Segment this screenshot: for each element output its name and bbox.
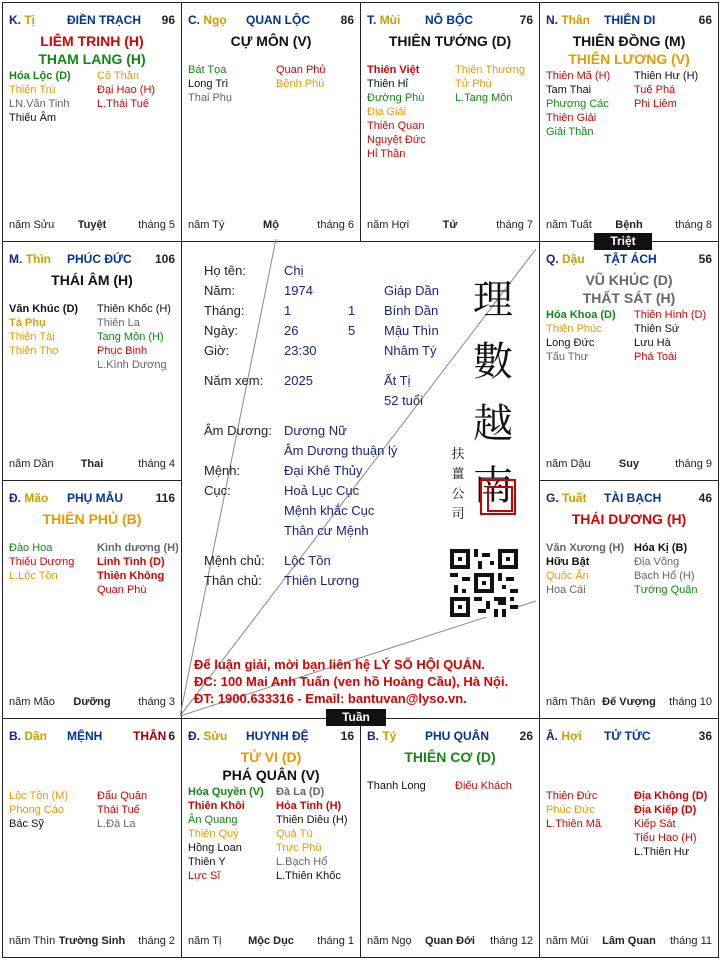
minor-star: Giải Thần xyxy=(546,126,594,138)
palace-footer xyxy=(546,696,712,710)
palace-mui xyxy=(360,2,540,242)
minor-stars-left xyxy=(9,541,109,583)
palace-footer xyxy=(9,458,175,472)
minor-star: Quan Phù xyxy=(97,584,147,596)
palace-name: ĐIỀN TRẠCH xyxy=(67,13,141,27)
minor-star: Tiểu Hao (H) xyxy=(634,832,697,844)
minor-star: Hóa Quyền (V) xyxy=(188,786,264,798)
palace-year: năm Hợi xyxy=(367,219,410,231)
palace-name: TỬ TỨC xyxy=(604,729,651,743)
minor-star: Thiên Trù xyxy=(9,84,56,96)
minor-star: Bạch Hổ (H) xyxy=(634,570,695,582)
palace-dau xyxy=(539,241,719,481)
minor-stars-right xyxy=(97,69,182,111)
major-star: THIÊN PHỦ (B) xyxy=(42,511,142,527)
minor-star: Hoa Cái xyxy=(546,584,586,596)
palace-name: NÔ BỘC xyxy=(425,13,473,27)
palace-number: 66 xyxy=(698,13,712,27)
minor-stars-right xyxy=(455,779,540,793)
minor-star: Hỏa Tinh (H) xyxy=(276,800,342,812)
day-lunar: 5 xyxy=(348,323,356,338)
minor-star: Long Đức xyxy=(546,337,595,349)
palace-name: MỆNH xyxy=(67,729,103,743)
palace-header xyxy=(188,13,354,29)
calligraphy-char: 理 xyxy=(473,277,513,323)
minor-star: Địa Võng xyxy=(634,556,680,568)
minor-stars-left xyxy=(367,779,467,793)
cuc-value-3: Thân cư Mệnh xyxy=(284,523,369,538)
palace-header xyxy=(546,13,712,29)
palace-header xyxy=(188,729,354,745)
major-star: VŨ KHÚC (D) xyxy=(585,272,673,288)
qr-code-icon xyxy=(450,549,518,617)
minor-star: Cô Thần xyxy=(97,70,139,82)
minor-stars-right xyxy=(276,63,361,91)
palace-year: năm Dần xyxy=(9,458,54,470)
minor-stars-right xyxy=(97,302,182,372)
menh-label: Mệnh: xyxy=(204,463,241,478)
minor-star: L.Thiên Hư xyxy=(634,846,690,858)
amduong-value-2: Âm Dương thuận lý xyxy=(284,443,398,458)
seal-small-text xyxy=(450,445,466,525)
minor-stars-left xyxy=(546,308,646,364)
palace-name: TÀI BẠCH xyxy=(604,491,662,505)
minor-star: Nguyệt Đức xyxy=(367,134,426,146)
palace-number: 76 xyxy=(519,13,533,27)
palace-location: Â. Hợi xyxy=(546,729,582,743)
cuc-value-2: Mệnh khắc Cục xyxy=(284,503,375,518)
palace-location: N. Thân xyxy=(546,13,591,27)
palace-stage: Lâm Quan xyxy=(602,935,656,947)
palace-footer xyxy=(188,935,354,949)
amduong-label: Âm Dương: xyxy=(204,423,272,438)
palace-name: PHỤ MẪU xyxy=(67,491,123,505)
minor-star: Linh Tinh (D) xyxy=(97,556,165,568)
minor-stars-right xyxy=(276,785,361,883)
minor-star: Văn Khúc (D) xyxy=(9,303,79,315)
minor-stars-right xyxy=(634,789,719,859)
palace-location: Đ. Sửu xyxy=(188,729,228,743)
minor-star: Phúc Đức xyxy=(546,804,595,816)
day-solar: 26 xyxy=(284,323,299,338)
calligraphy-char: 越 xyxy=(473,401,513,447)
minor-star: Đường Phù xyxy=(367,92,425,104)
minor-star: L.Lộc Tồn xyxy=(9,570,58,582)
minor-star: L.Thiên Khốc xyxy=(276,870,341,882)
hour-value: 23:30 xyxy=(284,343,317,358)
palace-year: năm Ngọ xyxy=(367,935,412,947)
minor-star: Văn Xương (H) xyxy=(546,542,625,554)
major-star: THẤT SÁT (H) xyxy=(582,290,676,306)
center-info xyxy=(180,239,536,716)
palace-number: 26 xyxy=(519,729,533,743)
calligraphy-char: 數 xyxy=(473,339,513,385)
minor-star: Phá Toái xyxy=(634,351,677,363)
palace-header xyxy=(367,13,533,29)
minor-star: L.Tang Môn xyxy=(455,92,513,104)
palace-name: THIÊN DI xyxy=(604,13,656,27)
minor-stars-left xyxy=(546,541,646,597)
palace-header xyxy=(546,729,712,745)
palace-location: T. Mùi xyxy=(367,13,401,27)
minor-star: Thiên Quan xyxy=(367,120,425,132)
palace-month: tháng 6 xyxy=(317,219,354,231)
minor-star: Địa Giải xyxy=(367,106,407,118)
palace-month: tháng 7 xyxy=(496,219,533,231)
minor-star: Phong Cáo xyxy=(9,804,65,816)
palace-year: năm Thìn xyxy=(9,935,56,947)
palace-stage: Dưỡng xyxy=(73,696,111,708)
palace-month: tháng 3 xyxy=(138,696,175,708)
minor-star: Đại Hao (H) xyxy=(97,84,156,96)
palace-year: năm Dậu xyxy=(546,458,591,470)
minor-stars-left xyxy=(188,785,288,883)
minor-star: Thiên Hư (H) xyxy=(634,70,699,82)
palace-month: tháng 8 xyxy=(675,219,712,231)
palace-ngo xyxy=(181,2,361,242)
palace-month: tháng 4 xyxy=(138,458,175,470)
minor-stars-left xyxy=(367,63,467,161)
minor-star: Hóa Lộc (D) xyxy=(9,70,71,82)
minor-star: Điếu Khách xyxy=(455,780,512,792)
palace-location: B. Dần xyxy=(9,729,48,743)
menhchu-label: Mệnh chủ: xyxy=(204,553,265,568)
palace-stage: Quan Đới xyxy=(425,935,475,947)
red-seal-icon xyxy=(480,479,516,515)
palace-name: QUAN LỘC xyxy=(246,13,310,27)
palace-month: tháng 5 xyxy=(138,219,175,231)
minor-star: Thai Phụ xyxy=(188,92,233,104)
palace-than_b xyxy=(539,2,719,242)
minor-star: Thiên Hình (D) xyxy=(634,309,707,321)
palace-suu xyxy=(181,718,361,958)
major-star: THIÊN TƯỚNG (D) xyxy=(388,33,512,49)
seal-char: 薑 xyxy=(451,467,465,482)
minor-star: Tuế Phá xyxy=(634,84,676,96)
minor-stars-right xyxy=(97,789,182,831)
minor-star: L.Đà La xyxy=(97,818,136,830)
minor-stars-left xyxy=(546,789,646,831)
amduong-value-1: Dương Nữ xyxy=(284,423,347,438)
minor-star: Thiên Y xyxy=(188,856,226,868)
palace-month: tháng 10 xyxy=(669,696,712,708)
minor-star: Thanh Long xyxy=(367,780,426,792)
month-canchi: Bính Dần xyxy=(384,303,439,318)
minor-star: Bệnh Phù xyxy=(276,78,325,90)
month-label: Tháng: xyxy=(204,303,245,318)
palace-dan xyxy=(2,718,182,958)
age-value: 52 tuổi xyxy=(384,393,424,408)
minor-star: Thiên Đức xyxy=(546,790,598,802)
palace-footer xyxy=(546,458,712,472)
minor-stars-right xyxy=(455,63,540,105)
palace-number: 36 xyxy=(698,729,712,743)
minor-stars-right xyxy=(634,69,719,111)
minor-star: Kình dương (H) xyxy=(97,542,179,554)
minor-stars-right xyxy=(634,541,719,597)
palace-footer xyxy=(546,935,712,949)
palace-name: PHÚC ĐỨC xyxy=(67,252,132,266)
palace-footer xyxy=(9,935,175,949)
minor-star: Trực Phù xyxy=(276,842,322,854)
minor-star: Tướng Quân xyxy=(634,584,698,596)
minor-stars-left xyxy=(9,789,109,831)
minor-stars-left xyxy=(9,302,109,358)
palace-header xyxy=(9,491,175,507)
palace-header xyxy=(9,13,175,29)
contact-line-2: ĐC: 100 Mai Anh Tuấn (ven hồ Hoàng Cầu), Hà Nội. xyxy=(194,674,509,689)
palace-year: năm Tý xyxy=(188,219,225,231)
palace-location: K. Tị xyxy=(9,13,36,27)
minor-star: Địa Kiếp (D) xyxy=(634,804,697,816)
minor-stars-left xyxy=(9,69,109,125)
palace-footer xyxy=(367,219,533,233)
minor-star: Thiên Việt xyxy=(367,64,420,76)
palace-thin xyxy=(2,241,182,481)
minor-star: Lực Sĩ xyxy=(188,870,221,882)
palace-footer xyxy=(546,219,712,233)
minor-star: Thiên Hỉ xyxy=(367,78,408,90)
palace-tuat xyxy=(539,480,719,719)
palace-stage: Đế Vượng xyxy=(602,696,656,708)
palace-header xyxy=(546,491,712,507)
palace-stage: Suy xyxy=(618,458,640,470)
minor-stars-right xyxy=(634,308,719,364)
minor-star: L.Kình Dương xyxy=(97,359,167,371)
major-star: THIÊN CƠ (D) xyxy=(404,749,496,765)
minor-star: Hóa Khoa (D) xyxy=(546,309,616,321)
palace-year: năm Mùi xyxy=(546,935,589,947)
palace-footer xyxy=(9,696,175,710)
palace-footer xyxy=(188,219,354,233)
minor-star: Đẩu Quân xyxy=(97,790,148,802)
major-star: TỬ VI (D) xyxy=(240,749,302,765)
minor-stars-left xyxy=(188,63,288,105)
minor-star: Thiên Quý xyxy=(188,828,239,840)
major-star: THIÊN LƯƠNG (V) xyxy=(568,51,690,67)
palace-name: PHU QUÂN xyxy=(425,729,490,743)
seal-char: 司 xyxy=(451,507,465,522)
palace-number: 86 xyxy=(340,13,354,27)
hour-label: Giờ: xyxy=(204,343,230,358)
palace-number: 46 xyxy=(698,491,712,505)
seal-char: 公 xyxy=(451,487,465,502)
major-star: THAM LANG (H) xyxy=(38,51,146,67)
palace-footer xyxy=(9,219,175,233)
palace-location: B. Tý xyxy=(367,729,397,743)
minor-star: Kiếp Sát xyxy=(634,818,676,830)
palace-number: 16 xyxy=(340,729,354,743)
minor-star: Thiên Mã (H) xyxy=(546,70,611,82)
palace-number: 116 xyxy=(155,491,175,505)
palace-year: năm Tuất xyxy=(546,219,592,231)
major-star: THIÊN ĐỒNG (M) xyxy=(572,33,686,49)
major-star: LIÊM TRINH (H) xyxy=(40,33,144,49)
palace-location: Q. Dậu xyxy=(546,252,585,266)
palace-stage: Mộ xyxy=(263,219,279,231)
minor-star: Thiên Khốc (H) xyxy=(97,303,171,315)
palace-stage: Mộc Dục xyxy=(248,935,294,947)
minor-star: Đà La (D) xyxy=(276,786,325,798)
minor-star: Tả Phụ xyxy=(9,317,46,329)
minor-star: LN.Văn Tinh xyxy=(9,98,70,110)
hour-canchi: Nhâm Tý xyxy=(384,343,437,358)
minor-star: L.Bạch Hổ xyxy=(276,856,328,868)
palace-header xyxy=(9,729,175,745)
triet-marker: Triệt xyxy=(594,233,652,250)
minor-star: L.Thái Tuế xyxy=(97,98,149,110)
palace-stage: Trường Sinh xyxy=(58,935,126,947)
palace-footer xyxy=(367,935,533,949)
palace-location: G. Tuất xyxy=(546,491,587,505)
minor-star: Thiên Giải xyxy=(546,112,597,124)
minor-star: Tấu Thư xyxy=(546,351,589,363)
minor-star: Bác Sỹ xyxy=(9,818,44,830)
minor-star: Thiếu Dương xyxy=(9,556,75,568)
minor-star: Địa Không (D) xyxy=(634,790,708,802)
day-canchi: Mậu Thìn xyxy=(384,323,439,338)
palace-number: 56 xyxy=(698,252,712,266)
palace-name: TẬT ÁCH xyxy=(604,252,657,266)
minor-star: Hữu Bật xyxy=(546,556,590,568)
viewyear-label: Năm xem: xyxy=(204,373,264,388)
minor-stars-right xyxy=(97,541,182,597)
palace-name: HUYNH ĐỆ xyxy=(246,729,309,743)
palace-month: tháng 11 xyxy=(669,935,712,947)
minor-star: Thiên Thọ xyxy=(9,345,59,357)
minor-star: Thái Tuế xyxy=(97,804,140,816)
minor-star: Thiên Tài xyxy=(9,331,55,343)
contact-line-3: ĐT: 1900.633316 - Email: bantuvan@lyso.vn. xyxy=(194,691,467,706)
minor-star: Phi Liêm xyxy=(634,98,677,110)
viewyear-canchi: Ất Tị xyxy=(384,373,411,388)
name-value: Chị xyxy=(284,263,304,278)
palace-stage: Tử xyxy=(442,219,458,231)
minor-star: Long Trì xyxy=(188,78,229,90)
thanchu-label: Thân chủ: xyxy=(204,573,262,588)
minor-star: Thiên Phúc xyxy=(546,323,602,335)
minor-star: Phục Binh xyxy=(97,345,148,357)
palace-year: năm Tị xyxy=(188,935,222,947)
minor-star: Quan Phủ xyxy=(276,64,326,76)
minor-star: Thiên Diêu (H) xyxy=(276,814,348,826)
palace-number: 106 xyxy=(154,252,175,266)
name-label: Họ tên: xyxy=(204,263,246,278)
minor-star: Quốc Ấn xyxy=(546,570,589,582)
palace-stage: Bệnh xyxy=(615,219,643,231)
palace-location: Đ. Mão xyxy=(9,491,49,505)
major-star: PHÁ QUÂN (V) xyxy=(222,767,320,783)
month-solar: 1 xyxy=(284,303,292,318)
minor-star: Lộc Tồn (M) xyxy=(9,790,69,802)
palace-stage: Tuyệt xyxy=(77,219,107,231)
minor-star: Thiên La xyxy=(97,317,140,329)
minor-star: Ân Quang xyxy=(188,814,238,826)
minor-star: Thiếu Âm xyxy=(9,112,57,124)
day-label: Ngày: xyxy=(204,323,238,338)
minor-star: Thiên Thương xyxy=(455,64,526,76)
minor-stars-left xyxy=(546,69,646,139)
seal-char: 扶 xyxy=(451,447,465,462)
palace-hoi xyxy=(539,718,719,958)
major-star: THÁI ÂM (H) xyxy=(51,272,133,288)
minor-star: Thiên Khôi xyxy=(188,800,245,812)
palace-ty xyxy=(2,2,182,242)
month-lunar: 1 xyxy=(348,303,356,318)
than-marker: THÂN xyxy=(133,729,167,743)
minor-star: Hồng Loan xyxy=(188,842,242,854)
minor-star: Phượng Các xyxy=(546,98,609,110)
year-canchi: Giáp Dần xyxy=(384,283,439,298)
viewyear-value: 2025 xyxy=(284,373,313,388)
minor-star: Quả Tú xyxy=(276,828,313,840)
minor-star: Bát Tọa xyxy=(188,64,227,76)
palace-mao xyxy=(2,480,182,719)
palace-stage: Thai xyxy=(80,458,104,470)
menh-value: Đại Khê Thủy xyxy=(284,463,363,478)
palace-month: tháng 9 xyxy=(675,458,712,470)
year-label: Năm: xyxy=(204,283,236,298)
cuc-label: Cục: xyxy=(204,483,231,498)
major-star: CỰ MÔN (V) xyxy=(230,33,312,49)
minor-star: Hóa Kị (B) xyxy=(634,542,688,554)
palace-number: 6 xyxy=(168,729,175,743)
major-star: THÁI DƯƠNG (H) xyxy=(571,511,687,527)
palace-header xyxy=(9,252,175,268)
minor-star: L.Thiên Mã xyxy=(546,818,602,830)
palace-location: M. Thìn xyxy=(9,252,52,266)
palace-number: 96 xyxy=(161,13,175,27)
minor-star: Tam Thai xyxy=(546,84,592,96)
palace-year: năm Sửu xyxy=(9,219,55,231)
menhchu-value: Lộc Tồn xyxy=(284,553,331,568)
minor-star: Đào Hoa xyxy=(9,542,53,554)
palace-header xyxy=(367,729,533,745)
palace-ty2 xyxy=(360,718,540,958)
tuan-marker: Tuần xyxy=(326,709,386,726)
year-value: 1974 xyxy=(284,283,313,298)
minor-star: Thiên Sứ xyxy=(634,323,680,335)
minor-star: Lưu Hà xyxy=(634,337,671,349)
minor-star: Thiên Không xyxy=(97,570,165,582)
contact-line-1: Để luận giải, mời bạn liên hệ LÝ SỐ HỘI QUÁN. xyxy=(194,657,485,672)
minor-star: Tử Phù xyxy=(455,78,492,90)
palace-year: năm Thân xyxy=(546,696,596,708)
cuc-value-1: Hoả Lục Cục xyxy=(284,483,360,498)
calligraphy-char: 南 xyxy=(473,463,513,509)
palace-location: C. Ngọ xyxy=(188,13,227,27)
thanchu-value: Thiên Lương xyxy=(284,573,360,588)
palace-month: tháng 12 xyxy=(490,935,533,947)
minor-star: Tang Môn (H) xyxy=(97,331,164,343)
palace-header xyxy=(546,252,712,268)
palace-month: tháng 1 xyxy=(317,935,354,947)
palace-month: tháng 2 xyxy=(138,935,175,947)
minor-star: Hỉ Thần xyxy=(367,148,406,160)
palace-year: năm Mão xyxy=(9,696,55,708)
